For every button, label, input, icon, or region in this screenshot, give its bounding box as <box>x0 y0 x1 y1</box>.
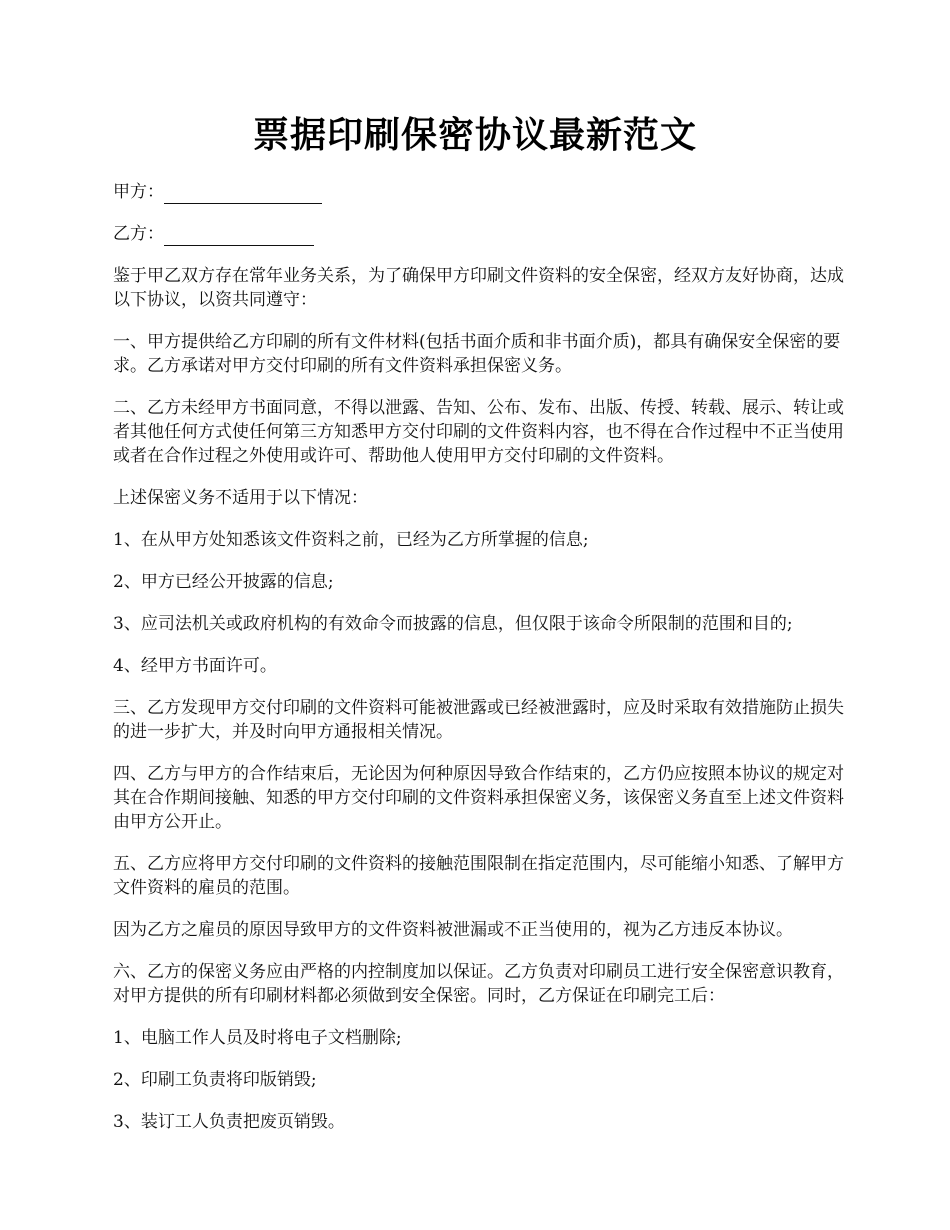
exception-item-1: 1、在从甲方处知悉该文件资料之前，已经为乙方所掌握的信息; <box>113 530 589 550</box>
completion-item-1: 1、电脑工作人员及时将电子文档删除; <box>113 1028 402 1048</box>
clause-5-note: 因为乙方之雇员的原因导致甲方的文件资料被泄漏或不正当使用的，视为乙方违反本协议。 <box>113 920 793 940</box>
document-title: 票据印刷保密协议最新范文 <box>252 115 697 156</box>
party-a-line <box>113 180 853 204</box>
party-a-label: 甲方： <box>113 182 164 202</box>
clause-6: 六、乙方的保密义务应由严格的内控制度加以保证。乙方负责对印刷员工进行安全保密意识教育，对甲方提供的所有印刷材料都必须做到安全保密。同时，乙方保证在印刷完工后： <box>113 962 844 1006</box>
exceptions-intro: 上述保密义务不适用于以下情况： <box>113 488 368 508</box>
clause-3: 三、乙方发现甲方交付印刷的文件资料可能被泄露或已经被泄露时，应及时采取有效措施防止损失的进一步扩大，并及时向甲方通报相关情况。 <box>113 698 844 742</box>
clause-1: 一、甲方提供给乙方印刷的所有文件材料(包括书面介质和非书面介质)，都具有确保安全保密的要求。乙方承诺对甲方交付印刷的所有文件资料承担保密义务。 <box>113 332 841 376</box>
clause-4: 四、乙方与甲方的合作结束后，无论因为何种原因导致合作结束的，乙方仍应按照本协议的规定对其在合作期间接触、知悉的甲方交付印刷的文件资料承担保密义务，该保密义务直至上述文件资料由甲方公开止。 <box>113 764 844 832</box>
completion-item-2: 2、印刷工负责将印版销毁; <box>113 1070 317 1090</box>
completion-item-3: 3、装订工人负责把废页销毁。 <box>113 1112 345 1132</box>
exception-item-4: 4、经甲方书面许可。 <box>113 656 277 676</box>
party-b-label: 乙方： <box>113 224 164 244</box>
clause-5: 五、乙方应将甲方交付印刷的文件资料的接触范围限制在指定范围内，尽可能缩小知悉、了解甲方文件资料的雇员的范围。 <box>113 854 844 898</box>
party-b-blank <box>164 227 314 246</box>
exception-item-3: 3、应司法机关或政府机构的有效命令而披露的信息，但仅限于该命令所限制的范围和目的; <box>113 614 793 634</box>
document-body <box>113 180 853 1152</box>
paragraph-preamble: 鉴于甲乙双方存在常年业务关系，为了确保甲方印刷文件资料的安全保密，经双方友好协商，达成以下协议，以资共同遵守： <box>113 266 844 310</box>
party-b-line <box>113 222 853 246</box>
exception-item-2: 2、甲方已经公开披露的信息; <box>113 572 334 592</box>
clause-2: 二、乙方未经甲方书面同意，不得以泄露、告知、公布、发布、出版、传授、转载、展示、转让或者其他任何方式使任何第三方知悉甲方交付印刷的文件资料内容，也不得在合作过程中不正当使用或者在合作过程之外使用或许可、帮助他人使用甲方交付印刷的文件资料。 <box>113 398 844 466</box>
party-a-blank <box>164 185 322 204</box>
